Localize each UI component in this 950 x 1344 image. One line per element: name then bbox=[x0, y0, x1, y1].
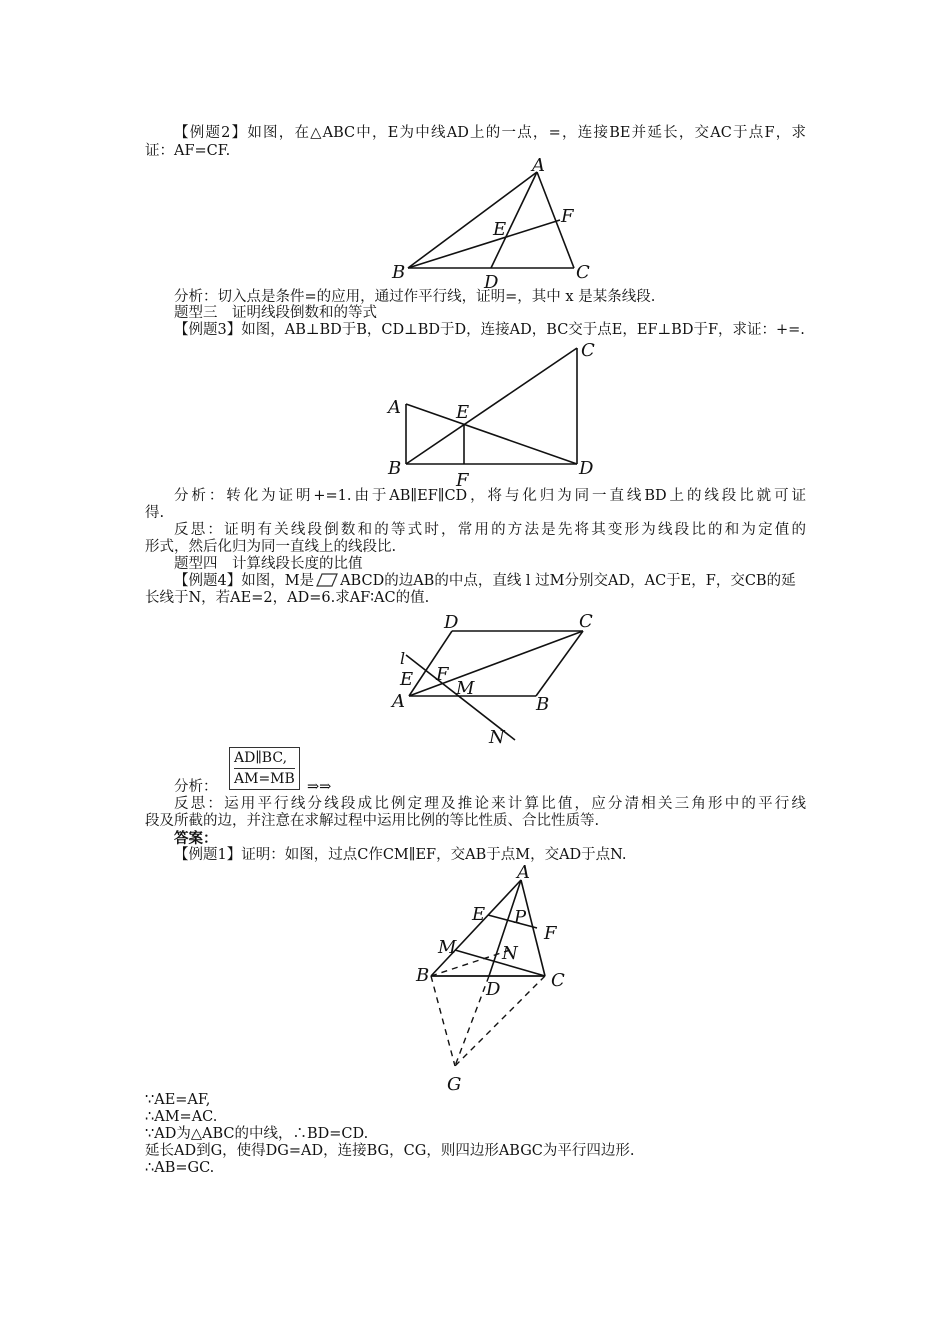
fig4-label-E: E bbox=[400, 669, 414, 690]
type4-reflect-line2: 段及所截的边，并注意在求解过程中运用比例的等比性质、合比性质等. bbox=[145, 813, 600, 829]
figure-example2 bbox=[385, 155, 605, 293]
type4-example-part-a: 【例题4】如图，M是 bbox=[174, 573, 315, 589]
answer-example1: 【例题1】证明：如图，过点C作CM∥EF，交AB于点M，交AD于点N. bbox=[174, 847, 627, 863]
type4-example-part-b: ABCD的边AB的中点，直线 l 过M分别交AD，AC于E，F，交CB的延 bbox=[340, 573, 796, 589]
proof-line-4: 延长AD到G，使得DG=AD，连接BG，CG，则四边形ABGC为平行四边形. bbox=[145, 1143, 635, 1159]
proof-line-5: ∴AB=GC. bbox=[145, 1160, 215, 1176]
ans-label-F: F bbox=[544, 923, 557, 944]
fig2-label-F: F bbox=[561, 206, 574, 227]
type3-analysis-line1: 分析：转化为证明+=1.由于AB∥EF∥CD，将与化归为同一直线BD上的线段比就可证 bbox=[174, 488, 806, 504]
fig4-label-C: C bbox=[579, 611, 593, 632]
parallelogram-icon bbox=[316, 573, 338, 587]
type4-example-line1 bbox=[174, 573, 806, 590]
type4-analysis-prefix: 分析： bbox=[174, 779, 218, 795]
fig4-label-N: N bbox=[489, 727, 505, 748]
type3-reflect-line2: 形式，然后化归为同一直线上的线段比. bbox=[145, 539, 397, 555]
type4-analysis-suffix: ⇒⇒ bbox=[307, 779, 332, 795]
fig3-label-D: D bbox=[579, 458, 594, 479]
type3-analysis-line2: 得. bbox=[145, 505, 165, 521]
fig2-label-B: B bbox=[392, 262, 406, 283]
proof-line-2: ∴AM=AC. bbox=[145, 1109, 218, 1125]
box-line2: AM=MB bbox=[234, 768, 295, 789]
figure-example3 bbox=[385, 338, 605, 491]
fig3-label-A: A bbox=[388, 397, 401, 418]
answer-heading: 答案： bbox=[174, 830, 218, 847]
example2-line1: 【例题2】如图，在△ABC中，E为中线AD上的一点，=，连接BE并延长，交AC于点F，求 bbox=[174, 125, 806, 141]
fig4-label-F: F bbox=[436, 664, 449, 685]
ans-label-B: B bbox=[416, 965, 430, 986]
analysis-condition-box bbox=[229, 747, 300, 790]
ans-label-M: M bbox=[438, 937, 457, 958]
fig2-label-A: A bbox=[532, 155, 545, 176]
box-line1: AD∥BC, bbox=[234, 750, 288, 766]
ans-label-E: E bbox=[472, 904, 486, 925]
type3-example: 【例题3】如图，AB⊥BD于B，CD⊥BD于D，连接AD，BC交于点E，EF⊥BD于F，求证：+=. bbox=[174, 322, 805, 338]
example2-line2: 证：AF=CF. bbox=[145, 143, 231, 159]
ans-label-N: N bbox=[502, 943, 518, 964]
figure-answer1 bbox=[410, 860, 580, 1095]
example2-analysis: 分析：切入点是条件=的应用，通过作平行线，证明=，其中 x 是某条线段. bbox=[174, 289, 656, 305]
figure-example4 bbox=[385, 605, 605, 750]
fig2-label-D: D bbox=[484, 272, 499, 293]
fig2-label-C: C bbox=[576, 262, 590, 283]
type4-example-line2: 长线于N，若AE=2，AD=6.求AF∶AC的值. bbox=[145, 590, 430, 606]
fig4-label-A: A bbox=[392, 691, 405, 712]
fig4-label-D: D bbox=[444, 612, 459, 633]
fig3-label-F: F bbox=[456, 470, 469, 491]
ans-label-G: G bbox=[447, 1074, 462, 1095]
fig4-label-M: M bbox=[456, 678, 475, 699]
ans-label-A: A bbox=[517, 862, 530, 883]
type4-analysis bbox=[174, 779, 218, 796]
ans-label-D: D bbox=[486, 979, 501, 1000]
fig4-label-B: B bbox=[536, 694, 550, 715]
type3-reflect-line1: 反思：证明有关线段倒数和的等式时，常用的方法是先将其变形为线段比的和为定值的 bbox=[174, 522, 806, 538]
fig3-label-C: C bbox=[581, 340, 595, 361]
type4-reflect-line1: 反思：运用平行线分线段成比例定理及推论来计算比值，应分清相关三角形中的平行线 bbox=[174, 796, 806, 812]
fig4-label-l: l bbox=[400, 649, 406, 668]
ans-label-P: P bbox=[514, 907, 527, 928]
fig3-label-B: B bbox=[388, 458, 402, 479]
type3-heading: 题型三 证明线段倒数和的等式 bbox=[174, 305, 377, 321]
ans-label-C: C bbox=[551, 970, 565, 991]
fig2-label-E: E bbox=[493, 219, 507, 240]
type4-heading: 题型四 计算线段长度的比值 bbox=[174, 556, 363, 572]
proof-line-3: ∵AD为△ABC的中线，∴BD=CD. bbox=[145, 1126, 369, 1142]
fig3-label-E: E bbox=[456, 402, 470, 423]
proof-line-1: ∵AE=AF, bbox=[145, 1092, 211, 1108]
